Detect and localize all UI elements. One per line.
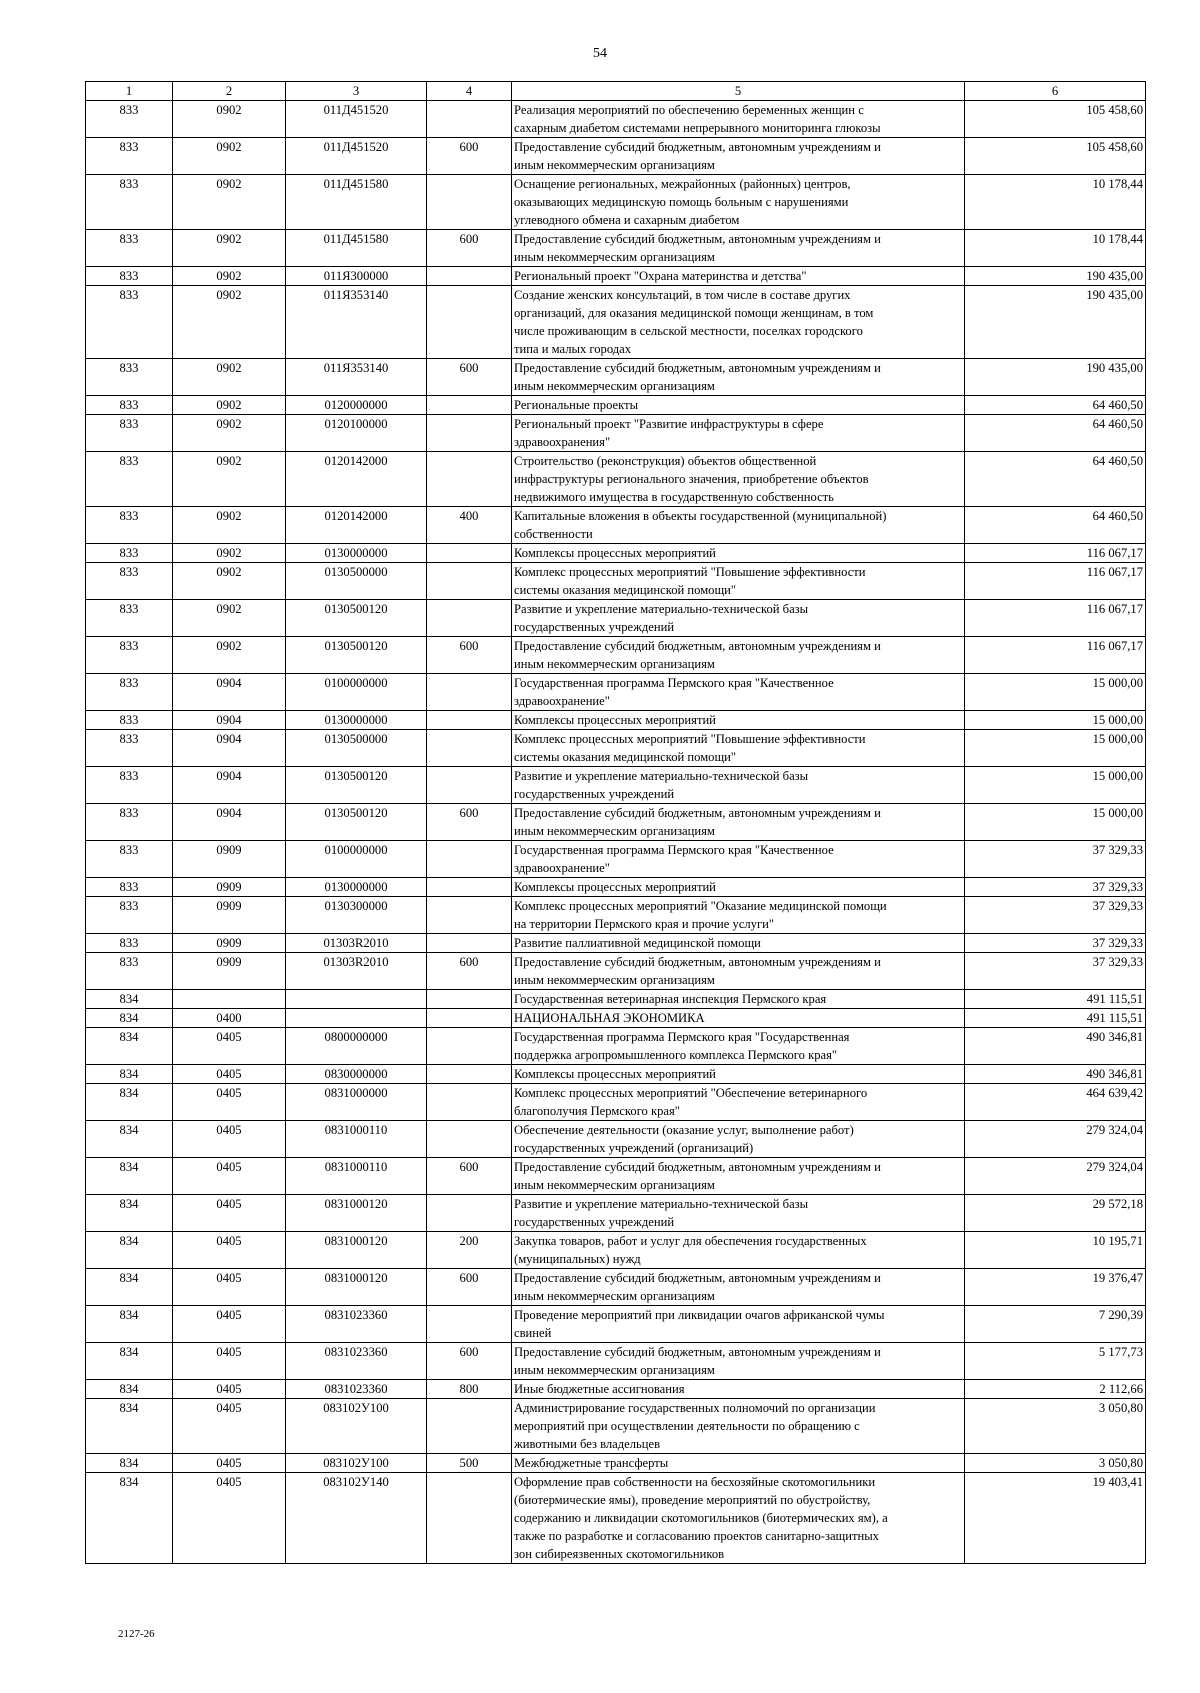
expense-type-cell: [427, 897, 512, 934]
amount-cell: 490 346,81: [965, 1065, 1146, 1084]
target-article-cell: 0800000000: [286, 1028, 427, 1065]
footer-code: 2127-26: [118, 1628, 155, 1640]
amount-cell: 64 460,50: [965, 415, 1146, 452]
amount-cell: 64 460,50: [965, 507, 1146, 544]
description-cell: Предоставление субсидий бюджетным, автономным учреждениям и иным некоммерческим организациям: [512, 230, 965, 267]
table-row: [86, 1232, 1146, 1269]
amount-cell: 10 178,44: [965, 230, 1146, 267]
section-code-cell: 0902: [173, 507, 286, 544]
target-article-cell: 0120142000: [286, 452, 427, 507]
expense-type-cell: 600: [427, 637, 512, 674]
amount-cell: 279 324,04: [965, 1158, 1146, 1195]
table-row: [86, 730, 1146, 767]
expense-type-cell: 800: [427, 1380, 512, 1399]
section-code-cell: 0400: [173, 1009, 286, 1028]
amount-cell: 10 178,44: [965, 175, 1146, 230]
ministry-code-cell: 833: [86, 101, 173, 138]
amount-cell: 37 329,33: [965, 897, 1146, 934]
expense-type-cell: [427, 1009, 512, 1028]
description-cell: Предоставление субсидий бюджетным, автономным учреждениям и иным некоммерческим организациям: [512, 359, 965, 396]
amount-cell: 2 112,66: [965, 1380, 1146, 1399]
description-cell: Иные бюджетные ассигнования: [512, 1380, 965, 1399]
section-code-cell: 0405: [173, 1380, 286, 1399]
table-row: [86, 1473, 1146, 1564]
section-code-cell: 0909: [173, 841, 286, 878]
target-article-cell: 01303R2010: [286, 953, 427, 990]
ministry-code-cell: 833: [86, 711, 173, 730]
ministry-code-cell: 833: [86, 878, 173, 897]
target-article-cell: 0120000000: [286, 396, 427, 415]
ministry-code-cell: 834: [86, 1009, 173, 1028]
section-code-cell: 0405: [173, 1454, 286, 1473]
table-row: [86, 452, 1146, 507]
target-article-cell: 0130500000: [286, 730, 427, 767]
amount-cell: 105 458,60: [965, 101, 1146, 138]
budget-table: [85, 81, 1146, 1564]
table-row: [86, 990, 1146, 1009]
table-row: [86, 563, 1146, 600]
expense-type-cell: [427, 730, 512, 767]
amount-cell: 37 329,33: [965, 934, 1146, 953]
ministry-code-cell: 833: [86, 767, 173, 804]
target-article-cell: 0100000000: [286, 674, 427, 711]
section-code-cell: 0904: [173, 674, 286, 711]
section-code-cell: 0405: [173, 1028, 286, 1065]
target-article-cell: 0831000120: [286, 1232, 427, 1269]
ministry-code-cell: 834: [86, 1306, 173, 1343]
ministry-code-cell: 833: [86, 544, 173, 563]
ministry-code-cell: 833: [86, 674, 173, 711]
description-cell: Обеспечение деятельности (оказание услуг, выполнение работ) государственных учреждений (организаций): [512, 1121, 965, 1158]
target-article-cell: [286, 1009, 427, 1028]
target-article-cell: 0130500120: [286, 600, 427, 637]
description-cell: Создание женских консультаций, в том числе в составе других организаций, для оказания медицинской помощи женщинам, в том числе проживающим в сельской местности, поселках городского типа и малых городах: [512, 286, 965, 359]
expense-type-cell: [427, 878, 512, 897]
section-code-cell: 0902: [173, 101, 286, 138]
description-cell: Строительство (реконструкция) объектов общественной инфраструктуры регионального значения, приобретение объектов недвижимого имущества в государственную собственность: [512, 452, 965, 507]
target-article-cell: 083102У100: [286, 1399, 427, 1454]
table-row: [86, 286, 1146, 359]
table-row: [86, 1121, 1146, 1158]
section-code-cell: 0902: [173, 452, 286, 507]
expense-type-cell: [427, 711, 512, 730]
amount-cell: 19 376,47: [965, 1269, 1146, 1306]
section-code-cell: 0902: [173, 138, 286, 175]
expense-type-cell: 600: [427, 1158, 512, 1195]
budget-table-container: [85, 81, 1145, 1564]
table-row: [86, 897, 1146, 934]
amount-cell: 5 177,73: [965, 1343, 1146, 1380]
section-code-cell: 0904: [173, 730, 286, 767]
ministry-code-cell: 833: [86, 175, 173, 230]
table-row: [86, 1195, 1146, 1232]
amount-cell: 29 572,18: [965, 1195, 1146, 1232]
amount-cell: 15 000,00: [965, 674, 1146, 711]
target-article-cell: 0831000000: [286, 1084, 427, 1121]
section-code-cell: 0902: [173, 544, 286, 563]
expense-type-cell: [427, 1028, 512, 1065]
expense-type-cell: 600: [427, 804, 512, 841]
description-cell: Комплексы процессных мероприятий: [512, 711, 965, 730]
amount-cell: 190 435,00: [965, 359, 1146, 396]
ministry-code-cell: 833: [86, 452, 173, 507]
description-cell: Оформление прав собственности на бесхозяйные скотомогильники (биотермические ямы), проведение мероприятий по обустройству, содержанию и ликвидации скотомогильников (биотермических ям), а также по разработке и согласованию проектов санитарно-защитных зон сибиреязвенных скотомогильников: [512, 1473, 965, 1564]
ministry-code-cell: 833: [86, 804, 173, 841]
amount-cell: 3 050,80: [965, 1399, 1146, 1454]
amount-cell: 116 067,17: [965, 544, 1146, 563]
expense-type-cell: [427, 396, 512, 415]
table-body: [86, 101, 1146, 1564]
description-cell: Комплексы процессных мероприятий: [512, 878, 965, 897]
table-row: [86, 1084, 1146, 1121]
ministry-code-cell: 834: [86, 1380, 173, 1399]
description-cell: Реализация мероприятий по обеспечению беременных женщин с сахарным диабетом системами непрерывного мониторинга глюкозы: [512, 101, 965, 138]
section-code-cell: [173, 990, 286, 1009]
ministry-code-cell: 834: [86, 1343, 173, 1380]
expense-type-cell: [427, 267, 512, 286]
target-article-cell: 0831000120: [286, 1195, 427, 1232]
expense-type-cell: [427, 1473, 512, 1564]
ministry-code-cell: 833: [86, 953, 173, 990]
table-row: [86, 600, 1146, 637]
amount-cell: 116 067,17: [965, 637, 1146, 674]
amount-cell: 190 435,00: [965, 286, 1146, 359]
table-row: [86, 1009, 1146, 1028]
section-code-cell: 0405: [173, 1065, 286, 1084]
amount-cell: 64 460,50: [965, 396, 1146, 415]
ministry-code-cell: 834: [86, 1121, 173, 1158]
ministry-code-cell: 834: [86, 1084, 173, 1121]
target-article-cell: 011Я353140: [286, 359, 427, 396]
table-row: [86, 674, 1146, 711]
description-cell: Государственная программа Пермского края "Государственная поддержка агропромышленного комплекса Пермского края": [512, 1028, 965, 1065]
amount-cell: 15 000,00: [965, 804, 1146, 841]
expense-type-cell: [427, 544, 512, 563]
ministry-code-cell: 834: [86, 1269, 173, 1306]
ministry-code-cell: 833: [86, 934, 173, 953]
expense-type-cell: [427, 674, 512, 711]
target-article-cell: 0130000000: [286, 711, 427, 730]
table-row: [86, 1454, 1146, 1473]
ministry-code-cell: 834: [86, 1232, 173, 1269]
expense-type-cell: [427, 452, 512, 507]
description-cell: Комплекс процессных мероприятий "Повышение эффективности системы оказания медицинской помощи": [512, 563, 965, 600]
expense-type-cell: 400: [427, 507, 512, 544]
expense-type-cell: [427, 1065, 512, 1084]
amount-cell: 10 195,71: [965, 1232, 1146, 1269]
amount-cell: 279 324,04: [965, 1121, 1146, 1158]
column-number-row: [86, 82, 1146, 101]
ministry-code-cell: 834: [86, 1473, 173, 1564]
expense-type-cell: [427, 286, 512, 359]
amount-cell: 7 290,39: [965, 1306, 1146, 1343]
amount-cell: 15 000,00: [965, 730, 1146, 767]
table-row: [86, 415, 1146, 452]
section-code-cell: 0405: [173, 1084, 286, 1121]
section-code-cell: 0909: [173, 934, 286, 953]
description-cell: Предоставление субсидий бюджетным, автономным учреждениям и иным некоммерческим организациям: [512, 953, 965, 990]
amount-cell: 37 329,33: [965, 841, 1146, 878]
target-article-cell: 083102У140: [286, 1473, 427, 1564]
column-header: 4: [427, 82, 512, 101]
description-cell: Оснащение региональных, межрайонных (районных) центров, оказывающих медицинскую помощь больным с нарушениями углеводного обмена и сахарным диабетом: [512, 175, 965, 230]
description-cell: Капитальные вложения в объекты государственной (муниципальной) собственности: [512, 507, 965, 544]
table-row: [86, 138, 1146, 175]
column-header: 1: [86, 82, 173, 101]
target-article-cell: 011Д451580: [286, 230, 427, 267]
description-cell: Межбюджетные трансферты: [512, 1454, 965, 1473]
ministry-code-cell: 834: [86, 990, 173, 1009]
description-cell: Предоставление субсидий бюджетным, автономным учреждениям и иным некоммерческим организациям: [512, 1158, 965, 1195]
section-code-cell: 0904: [173, 767, 286, 804]
target-article-cell: 0831023360: [286, 1306, 427, 1343]
table-row: [86, 1380, 1146, 1399]
table-row: [86, 637, 1146, 674]
table-row: [86, 711, 1146, 730]
section-code-cell: 0405: [173, 1121, 286, 1158]
target-article-cell: 011Я353140: [286, 286, 427, 359]
column-header: 5: [512, 82, 965, 101]
section-code-cell: 0902: [173, 563, 286, 600]
ministry-code-cell: 833: [86, 138, 173, 175]
ministry-code-cell: 833: [86, 359, 173, 396]
table-row: [86, 359, 1146, 396]
amount-cell: 64 460,50: [965, 452, 1146, 507]
section-code-cell: 0904: [173, 711, 286, 730]
table-row: [86, 1399, 1146, 1454]
column-header: 3: [286, 82, 427, 101]
target-article-cell: 011Д451520: [286, 138, 427, 175]
ministry-code-cell: 834: [86, 1028, 173, 1065]
expense-type-cell: 600: [427, 230, 512, 267]
ministry-code-cell: 833: [86, 286, 173, 359]
description-cell: Предоставление субсидий бюджетным, автономным учреждениям и иным некоммерческим организациям: [512, 804, 965, 841]
expense-type-cell: [427, 1195, 512, 1232]
ministry-code-cell: 833: [86, 841, 173, 878]
target-article-cell: 011Я300000: [286, 267, 427, 286]
section-code-cell: 0902: [173, 415, 286, 452]
target-article-cell: 011Д451580: [286, 175, 427, 230]
section-code-cell: 0902: [173, 175, 286, 230]
target-article-cell: 0130500000: [286, 563, 427, 600]
table-row: [86, 878, 1146, 897]
description-cell: Комплекс процессных мероприятий "Оказание медицинской помощи на территории Пермского края и прочие услуги": [512, 897, 965, 934]
page-number: 54: [593, 46, 607, 61]
section-code-cell: 0902: [173, 267, 286, 286]
amount-cell: 464 639,42: [965, 1084, 1146, 1121]
target-article-cell: 0831023360: [286, 1380, 427, 1399]
expense-type-cell: [427, 415, 512, 452]
description-cell: Предоставление субсидий бюджетным, автономным учреждениям и иным некоммерческим организациям: [512, 138, 965, 175]
target-article-cell: 0831023360: [286, 1343, 427, 1380]
target-article-cell: 0120100000: [286, 415, 427, 452]
expense-type-cell: 500: [427, 1454, 512, 1473]
description-cell: НАЦИОНАЛЬНАЯ ЭКОНОМИКА: [512, 1009, 965, 1028]
amount-cell: 491 115,51: [965, 1009, 1146, 1028]
target-article-cell: 0130500120: [286, 637, 427, 674]
target-article-cell: 0120142000: [286, 507, 427, 544]
expense-type-cell: [427, 1084, 512, 1121]
section-code-cell: 0405: [173, 1232, 286, 1269]
target-article-cell: 0830000000: [286, 1065, 427, 1084]
section-code-cell: 0902: [173, 359, 286, 396]
section-code-cell: 0405: [173, 1399, 286, 1454]
table-row: [86, 1343, 1146, 1380]
expense-type-cell: 200: [427, 1232, 512, 1269]
expense-type-cell: [427, 767, 512, 804]
amount-cell: 19 403,41: [965, 1473, 1146, 1564]
target-article-cell: 0831000110: [286, 1121, 427, 1158]
expense-type-cell: 600: [427, 1269, 512, 1306]
column-header: 6: [965, 82, 1146, 101]
table-row: [86, 1158, 1146, 1195]
description-cell: Предоставление субсидий бюджетным, автономным учреждениям и иным некоммерческим организациям: [512, 1269, 965, 1306]
target-article-cell: 0130000000: [286, 878, 427, 897]
ministry-code-cell: 834: [86, 1158, 173, 1195]
ministry-code-cell: 833: [86, 637, 173, 674]
description-cell: Предоставление субсидий бюджетным, автономным учреждениям и иным некоммерческим организациям: [512, 1343, 965, 1380]
section-code-cell: 0904: [173, 804, 286, 841]
ministry-code-cell: 833: [86, 230, 173, 267]
ministry-code-cell: 833: [86, 507, 173, 544]
amount-cell: 105 458,60: [965, 138, 1146, 175]
section-code-cell: 0902: [173, 286, 286, 359]
table-row: [86, 544, 1146, 563]
description-cell: Развитие и укрепление материально-технической базы государственных учреждений: [512, 600, 965, 637]
amount-cell: 15 000,00: [965, 711, 1146, 730]
target-article-cell: 0100000000: [286, 841, 427, 878]
description-cell: Комплексы процессных мероприятий: [512, 544, 965, 563]
expense-type-cell: 600: [427, 953, 512, 990]
description-cell: Региональный проект "Охрана материнства и детства": [512, 267, 965, 286]
table-row: [86, 1028, 1146, 1065]
target-article-cell: 0831000120: [286, 1269, 427, 1306]
section-code-cell: 0405: [173, 1306, 286, 1343]
section-code-cell: 0902: [173, 230, 286, 267]
expense-type-cell: [427, 934, 512, 953]
amount-cell: 37 329,33: [965, 878, 1146, 897]
description-cell: Комплексы процессных мероприятий: [512, 1065, 965, 1084]
ministry-code-cell: 833: [86, 600, 173, 637]
expense-type-cell: 600: [427, 1343, 512, 1380]
expense-type-cell: [427, 1399, 512, 1454]
expense-type-cell: 600: [427, 138, 512, 175]
ministry-code-cell: 834: [86, 1454, 173, 1473]
section-code-cell: 0909: [173, 953, 286, 990]
table-row: [86, 934, 1146, 953]
table-row: [86, 230, 1146, 267]
ministry-code-cell: 834: [86, 1065, 173, 1084]
amount-cell: 491 115,51: [965, 990, 1146, 1009]
target-article-cell: [286, 990, 427, 1009]
section-code-cell: 0405: [173, 1269, 286, 1306]
amount-cell: 3 050,80: [965, 1454, 1146, 1473]
description-cell: Региональный проект "Развитие инфраструктуры в сфере здравоохранения": [512, 415, 965, 452]
table-row: [86, 175, 1146, 230]
description-cell: Проведение мероприятий при ликвидации очагов африканской чумы свиней: [512, 1306, 965, 1343]
expense-type-cell: [427, 841, 512, 878]
expense-type-cell: [427, 1306, 512, 1343]
amount-cell: 116 067,17: [965, 563, 1146, 600]
target-article-cell: 083102У100: [286, 1454, 427, 1473]
target-article-cell: 0130000000: [286, 544, 427, 563]
description-cell: Комплекс процессных мероприятий "Повышение эффективности системы оказания медицинской помощи": [512, 730, 965, 767]
description-cell: Развитие и укрепление материально-технической базы государственных учреждений: [512, 767, 965, 804]
table-row: [86, 101, 1146, 138]
target-article-cell: 01303R2010: [286, 934, 427, 953]
amount-cell: 37 329,33: [965, 953, 1146, 990]
target-article-cell: 0130300000: [286, 897, 427, 934]
table-row: [86, 767, 1146, 804]
description-cell: Государственная программа Пермского края "Качественное здравоохранение": [512, 674, 965, 711]
expense-type-cell: [427, 990, 512, 1009]
table-row: [86, 804, 1146, 841]
table-row: [86, 1269, 1146, 1306]
section-code-cell: 0909: [173, 878, 286, 897]
target-article-cell: 0831000110: [286, 1158, 427, 1195]
ministry-code-cell: 834: [86, 1195, 173, 1232]
section-code-cell: 0909: [173, 897, 286, 934]
description-cell: Предоставление субсидий бюджетным, автономным учреждениям и иным некоммерческим организациям: [512, 637, 965, 674]
target-article-cell: 0130500120: [286, 804, 427, 841]
description-cell: Развитие паллиативной медицинской помощи: [512, 934, 965, 953]
description-cell: Развитие и укрепление материально-технической базы государственных учреждений: [512, 1195, 965, 1232]
ministry-code-cell: 833: [86, 396, 173, 415]
target-article-cell: 0130500120: [286, 767, 427, 804]
description-cell: Региональные проекты: [512, 396, 965, 415]
description-cell: Государственная ветеринарная инспекция Пермского края: [512, 990, 965, 1009]
amount-cell: 116 067,17: [965, 600, 1146, 637]
expense-type-cell: [427, 1121, 512, 1158]
expense-type-cell: [427, 600, 512, 637]
section-code-cell: 0405: [173, 1473, 286, 1564]
table-row: [86, 1306, 1146, 1343]
table-row: [86, 1065, 1146, 1084]
description-cell: Администрирование государственных полномочий по организации мероприятий при осуществлении деятельности по обращению с животными без владельцев: [512, 1399, 965, 1454]
target-article-cell: 011Д451520: [286, 101, 427, 138]
expense-type-cell: [427, 563, 512, 600]
table-row: [86, 396, 1146, 415]
ministry-code-cell: 833: [86, 267, 173, 286]
table-row: [86, 507, 1146, 544]
section-code-cell: 0405: [173, 1195, 286, 1232]
expense-type-cell: [427, 175, 512, 230]
expense-type-cell: [427, 101, 512, 138]
amount-cell: 15 000,00: [965, 767, 1146, 804]
table-row: [86, 841, 1146, 878]
ministry-code-cell: 833: [86, 563, 173, 600]
ministry-code-cell: 833: [86, 897, 173, 934]
table-row: [86, 267, 1146, 286]
section-code-cell: 0902: [173, 396, 286, 415]
section-code-cell: 0902: [173, 600, 286, 637]
amount-cell: 490 346,81: [965, 1028, 1146, 1065]
ministry-code-cell: 834: [86, 1399, 173, 1454]
description-cell: Закупка товаров, работ и услуг для обеспечения государственных (муниципальных) нужд: [512, 1232, 965, 1269]
section-code-cell: 0902: [173, 637, 286, 674]
description-cell: Комплекс процессных мероприятий "Обеспечение ветеринарного благополучия Пермского края": [512, 1084, 965, 1121]
table-row: [86, 953, 1146, 990]
column-header: 2: [173, 82, 286, 101]
amount-cell: 190 435,00: [965, 267, 1146, 286]
expense-type-cell: 600: [427, 359, 512, 396]
description-cell: Государственная программа Пермского края "Качественное здравоохранение": [512, 841, 965, 878]
ministry-code-cell: 833: [86, 415, 173, 452]
section-code-cell: 0405: [173, 1158, 286, 1195]
ministry-code-cell: 833: [86, 730, 173, 767]
section-code-cell: 0405: [173, 1343, 286, 1380]
